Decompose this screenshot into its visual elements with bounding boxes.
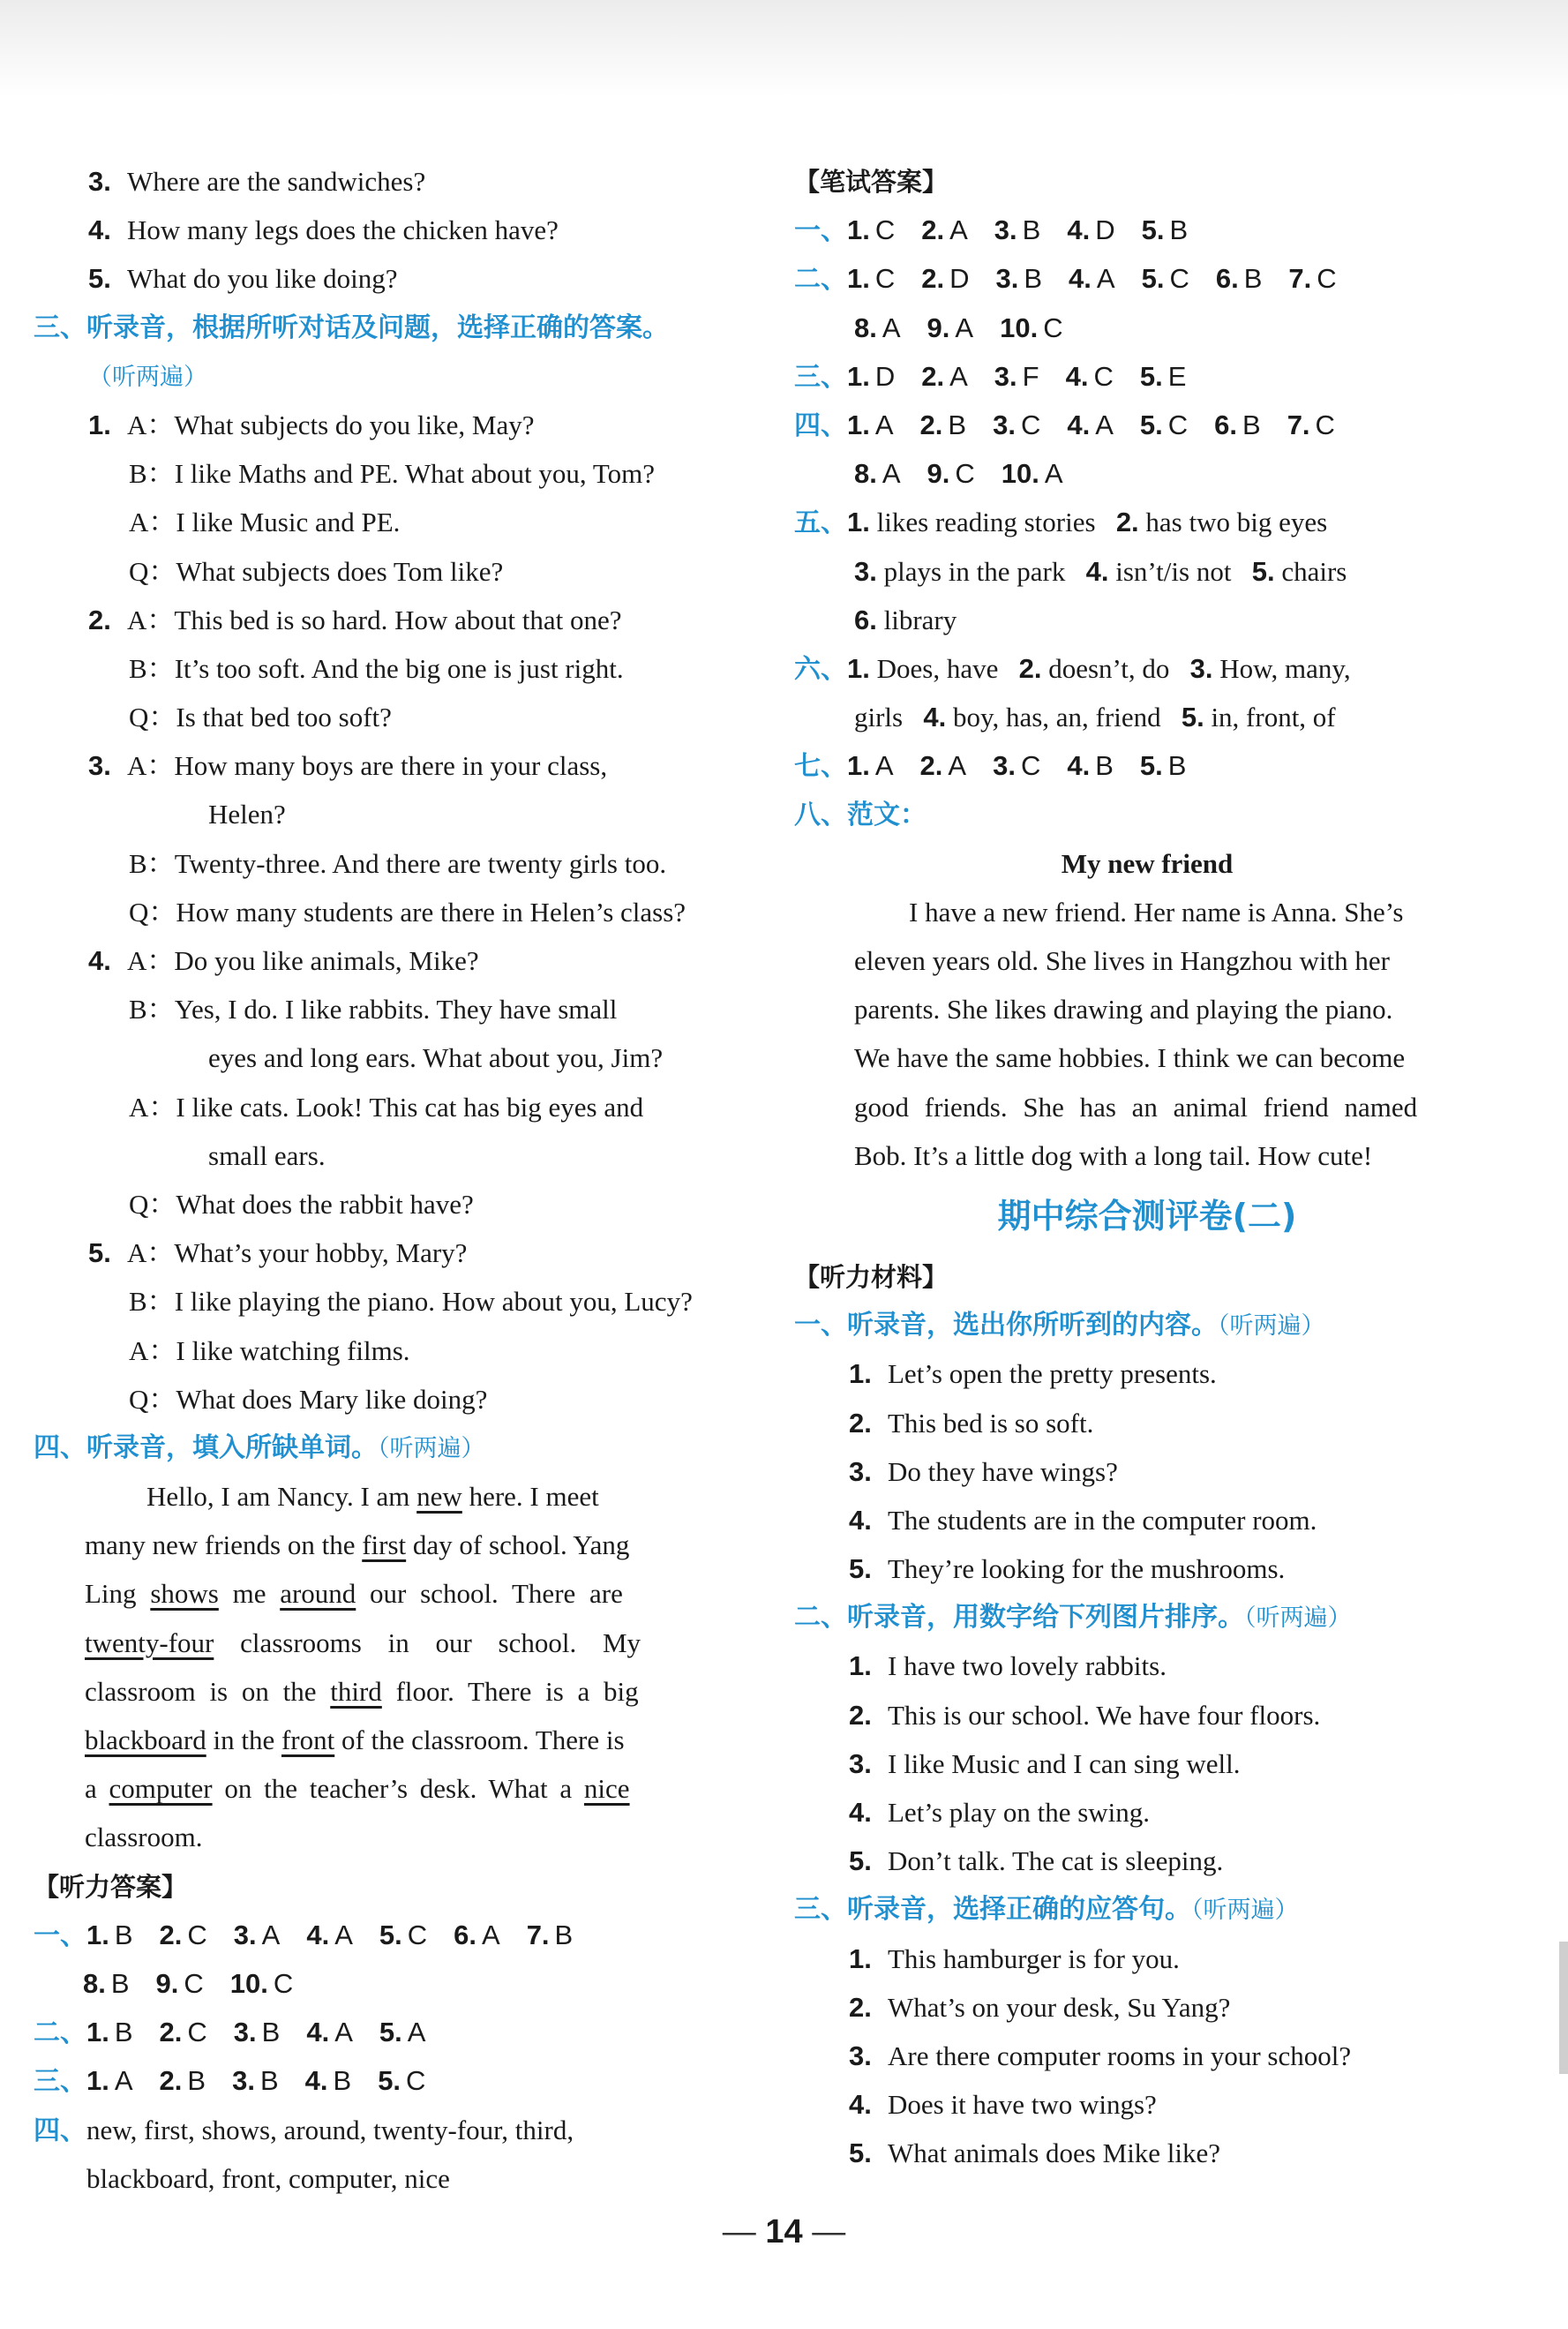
m1-title: 一、听录音，选出你所听到的内容。（听两遍） [794,1310,1325,1341]
material-line: 2. This is our school. We have four floors. [849,1699,1321,1731]
essay-line: Bob. It’s a little dog with a long tail. How cute! [854,1139,1373,1171]
passage-line: twenty-four classrooms in our school. My [85,1627,641,1658]
dialogue-line: eyes and long ears. What about you, Jim? [208,1042,664,1074]
dialogue-line: Q：How many students are there in Helen’s class? [129,896,686,928]
dialogue-line: B：It’s too soft. And the big one is just right. [129,652,624,684]
essay-title: My new friend [1061,847,1234,879]
written-row-5: 五、1. likes reading stories 2. has two big eyes [794,507,1328,539]
passage-line: blackboard in the front of the classroom. There is [85,1724,625,1755]
written-row-5b: 3. plays in the park 4. isn’t/is not 5. chairs [854,555,1347,587]
dialogue-line: A：I like Music and PE. [129,507,401,538]
written-row-4: 四、1. A 2. B 3. C 4. A 5. C 6. B 7. C [794,409,1335,441]
m3-title: 三、听录音，选择正确的应答句。（听两遍） [794,1894,1299,1926]
dialogue-line: 3. A：How many boys are there in your class, [88,750,608,782]
section-3-hint: （听两遍） [88,363,207,391]
answer-row-1b: 8. B 9. C 10. C [83,1967,294,1999]
written-row-8: 八、范文： [794,800,927,831]
material-line: 1. Let’s open the pretty presents. [849,1358,1217,1390]
written-row-2b: 8. A 9. A 10. C [854,312,1063,343]
scan-shadow [0,0,1568,97]
listening-answers-title: 【听力答案】 [34,1871,188,1902]
essay-line: eleven years old. She lives in Hangzhou with her [854,945,1390,976]
written-row-3: 三、1. D 2. A 3. F 4. C 5. E [794,360,1187,393]
material-line: 2. What’s on your desk, Su Yang? [849,1991,1231,2023]
answer-row-4: 四、new, first, shows, around, twenty-four, third, [34,2114,574,2146]
right-column [794,157,1500,2178]
written-row-2: 二、1. C 2. D 3. B 4. A 5. C 6. B 7. C [794,263,1337,296]
material-line: 4. Let’s play on the swing. [849,1797,1151,1828]
answer-row-2: 二、1. B 2. C 3. B 4. A 5. A [34,2017,426,2049]
scan-edge [1559,1942,1568,2074]
dialogue-line: Q：What does the rabbit have? [129,1188,474,1220]
passage-line: classroom. [85,1822,203,1853]
answer-row-4b: blackboard, front, computer, nice [86,2162,450,2194]
section-4-title: 四、听录音，填入所缺单词。（听两遍） [34,1431,485,1463]
material-line: 3. Do they have wings? [849,1455,1118,1487]
question-line: 4. How many legs does the chicken have? [88,214,559,246]
written-row-6b: girls 4. boy, has, an, friend 5. in, front, of [854,702,1336,733]
passage-line: classroom is on the third floor. There is a big [85,1675,639,1707]
essay-line: parents. She likes drawing and playing the piano. [854,994,1393,1026]
dialogue-line: B：I like playing the piano. How about you, Lucy? [129,1286,693,1318]
dialogue-line: small ears. [208,1139,326,1171]
question-line: 3. Where are the sandwiches? [88,166,426,197]
dialogue-line: A：I like watching films. [129,1334,410,1366]
materials-title: 【听力材料】 [794,1261,949,1292]
material-line: 3. Are there computer rooms in your school? [849,2040,1352,2071]
passage-line: many new friends on the first day of school. Yang [85,1529,630,1561]
material-line: 5. They’re looking for the mushrooms. [849,1553,1286,1585]
section-3-title: 三、听录音，根据所听对话及问题，选择正确的答案。 [34,312,669,343]
dialogue-line: 4. A：Do you like animals, Mike? [88,945,479,976]
dialogue-line: Helen? [208,799,286,830]
dialogue-line: Q：What subjects does Tom like? [129,555,504,587]
dialogue-line: Q：What does Mary like doing? [129,1383,488,1415]
material-line: 4. Does it have two wings? [849,2089,1157,2121]
written-row-4b: 8. A 9. C 10. A [854,458,1063,490]
test-2-title: 期中综合测评卷(二) [997,1196,1297,1236]
dialogue-line: B：I like Maths and PE. What about you, Tom? [129,458,655,490]
material-line: 4. The students are in the computer room. [849,1504,1317,1536]
question-line: 5. What do you like doing? [88,263,398,295]
material-line: 3. I like Music and I can sing well. [849,1747,1241,1779]
written-row-5c: 6. library [854,604,957,635]
m2-title: 二、听录音，用数字给下列图片排序。（听两遍） [794,1602,1352,1634]
material-line: 2. This bed is so soft. [849,1407,1094,1439]
essay-line: good friends. She has an animal friend named [854,1091,1418,1123]
answer-row-1: 一、1. B 2. C 3. A 4. A 5. C 6. A 7. B [34,1919,574,1951]
dialogue-line: Q：Is that bed too soft? [129,702,392,733]
written-row-7: 七、1. A 2. A 3. C 4. B 5. B [794,750,1187,783]
material-line: 5. Don’t talk. The cat is sleeping. [849,1845,1224,1877]
essay-line: I have a new friend. Her name is Anna. She’s [909,896,1404,928]
dialogue-line: 2. A：This bed is so hard. How about that one? [88,604,622,635]
dialogue-line: B：Yes, I do. I like rabbits. They have small [129,994,618,1026]
material-line: 1. This hamburger is for you. [849,1942,1180,1974]
passage-line: Hello, I am Nancy. I am new here. I meet [146,1481,599,1513]
left-column [34,157,739,2203]
dialogue-line: A：I like cats. Look! This cat has big eyes and [129,1091,644,1123]
material-line: 1. I have two lovely rabbits. [849,1650,1167,1682]
dialogue-line: B：Twenty-three. And there are twenty girls too. [129,847,667,879]
essay-line: We have the same hobbies. I think we can become [854,1042,1406,1074]
answer-row-3: 三、1. A 2. B 3. B 4. B 5. C [34,2065,426,2098]
written-answers-title: 【笔试答案】 [794,167,949,197]
dialogue-line: 1. A：What subjects do you like, May? [88,409,535,440]
written-row-1: 一、1. C 2. A 3. B 4. D 5. B [794,214,1189,247]
passage-line: a computer on the teacher’s desk. What a nice [85,1773,630,1805]
dialogue-line: 5. A：What’s your hobby, Mary? [88,1237,468,1269]
written-row-6: 六、1. Does, have 2. doesn’t, do 3. How, many, [794,652,1351,685]
page-number: — 14 — [722,2213,846,2250]
material-line: 5. What animals does Mike like? [849,2137,1221,2169]
passage-line: Ling shows me around our school. There are [85,1578,623,1610]
